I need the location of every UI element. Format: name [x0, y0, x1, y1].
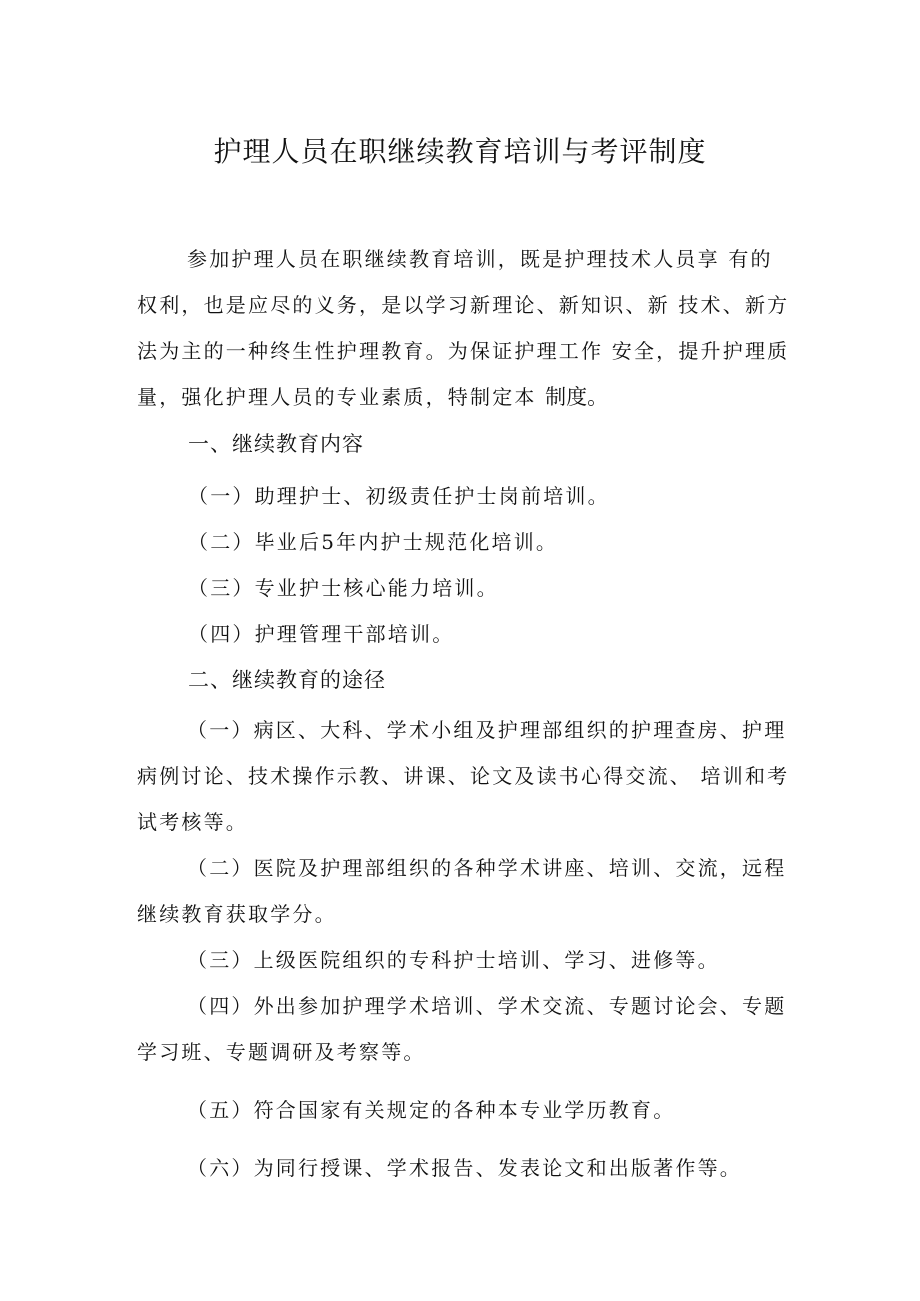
- section1-item: （四）护理管理干部培训。: [188, 622, 455, 646]
- section2-paragraph: （二）医院及护理部组织的各种学术讲座、培训、交流，远程继续教育获取学分。: [137, 856, 787, 926]
- section2-paragraph: （五）符合国家有关规定的各种本专业学历教育。: [187, 1098, 676, 1122]
- section1-item: （三）专业护士核心能力培训。: [188, 576, 499, 600]
- section2-heading: 二、继续教育的途径: [188, 668, 386, 692]
- intro-text: 参加护理人员在职继续教育培训，既是护理技术人员享 有的权利，也是应尽的义务，是以学习新理论、新知识、新 技术、新方法为主的一种终生性护理教育。为保证护理工作 安全，提升护理质量，强化护理人员的专业素质，特制定本: [137, 247, 790, 409]
- section2-paragraph: （四）外出参加护理学术培训、学术交流、专题讨论会、专题学习班、专题调研及考察等。: [137, 994, 787, 1064]
- section2-paragraph: （六）为同行授课、学术报告、发表论文和出版著作等。: [187, 1156, 742, 1180]
- section1-heading: 一、继续教育内容: [188, 432, 364, 456]
- intro-text-end: 制度。: [545, 385, 609, 409]
- section1-item: （一）助理护士、初级责任护士岗前培训。: [188, 484, 610, 508]
- section2-paragraph: （三）上级医院组织的专科护士培训、学习、进修等。: [187, 948, 720, 972]
- document-title: 护理人员在职继续教育培训与考评制度: [213, 135, 707, 168]
- intro-paragraph: [137, 236, 792, 420]
- section1-item: （二）毕业后5年内护士规范化培训。: [188, 530, 559, 554]
- section2-paragraph: （一）病区、大科、学术小组及护理部组织的护理查房、护理病例讨论、技术操作示教、讲课、论文及读书心得交流、 培训和考试考核等。: [137, 718, 790, 834]
